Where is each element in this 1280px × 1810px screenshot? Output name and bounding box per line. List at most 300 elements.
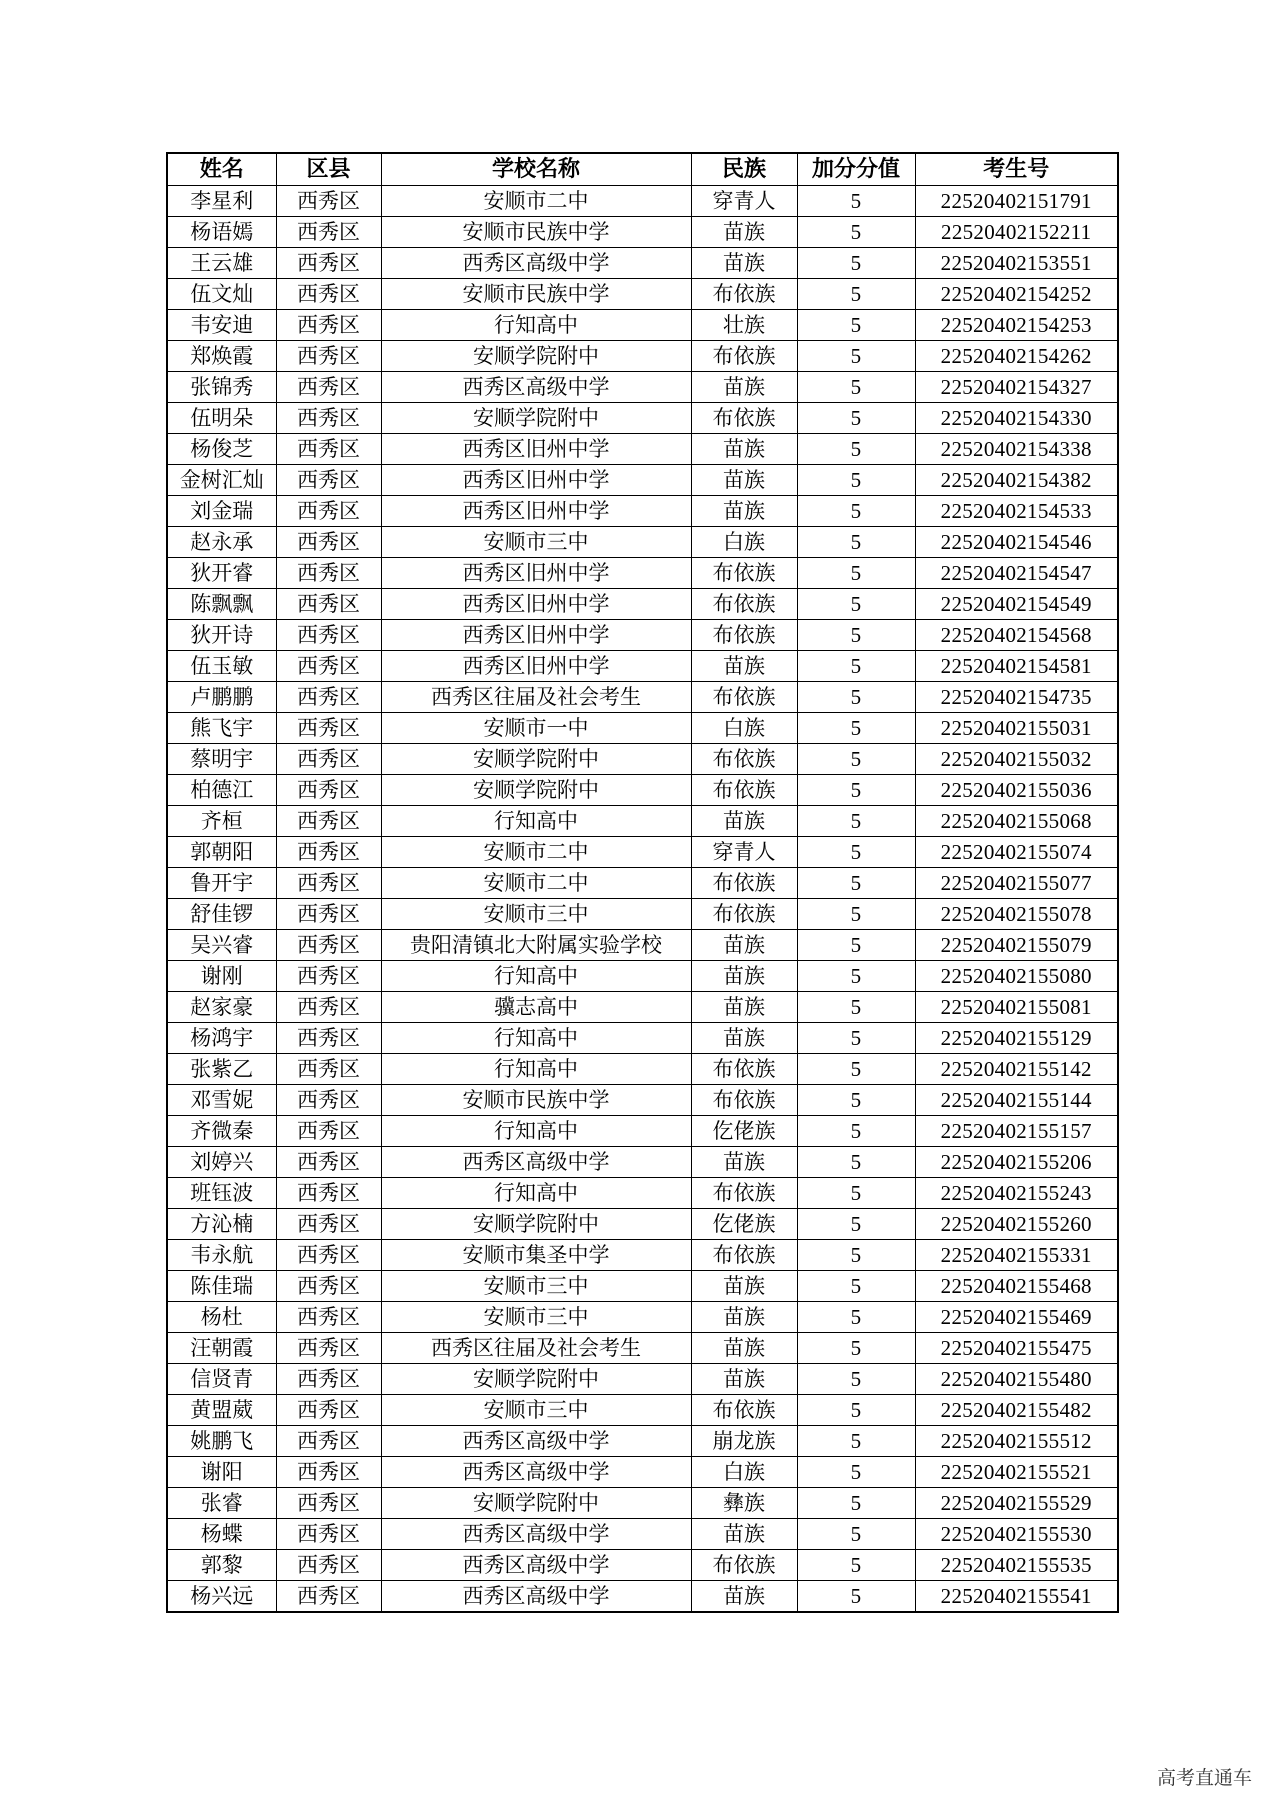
table-row [167, 310, 1118, 341]
cell-county: 西秀区 [276, 1581, 381, 1613]
table-row [167, 527, 1118, 558]
cell-name: 方沁楠 [167, 1209, 276, 1240]
cell-county: 西秀区 [276, 1085, 381, 1116]
cell-county: 西秀区 [276, 837, 381, 868]
table-row [167, 620, 1118, 651]
cell-school: 行知高中 [381, 961, 691, 992]
table-row [167, 372, 1118, 403]
cell-county: 西秀区 [276, 930, 381, 961]
cell-ethnicity: 白族 [691, 527, 797, 558]
cell-county: 西秀区 [276, 806, 381, 837]
cell-bonus: 5 [797, 1116, 915, 1147]
cell-exam-id: 22520402154581 [915, 651, 1118, 682]
column-header-school: 学校名称 [381, 153, 691, 186]
cell-bonus: 5 [797, 1364, 915, 1395]
cell-bonus: 5 [797, 837, 915, 868]
cell-ethnicity: 仡佬族 [691, 1116, 797, 1147]
cell-county: 西秀区 [276, 992, 381, 1023]
cell-exam-id: 22520402155468 [915, 1271, 1118, 1302]
cell-school: 安顺市三中 [381, 899, 691, 930]
cell-county: 西秀区 [276, 1302, 381, 1333]
cell-ethnicity: 仡佬族 [691, 1209, 797, 1240]
cell-bonus: 5 [797, 961, 915, 992]
cell-school: 西秀区旧州中学 [381, 589, 691, 620]
table-row [167, 682, 1118, 713]
table-row [167, 1302, 1118, 1333]
cell-bonus: 5 [797, 806, 915, 837]
cell-exam-id: 22520402155475 [915, 1333, 1118, 1364]
cell-ethnicity: 苗族 [691, 1023, 797, 1054]
table-row [167, 434, 1118, 465]
cell-ethnicity: 白族 [691, 713, 797, 744]
cell-bonus: 5 [797, 341, 915, 372]
cell-bonus: 5 [797, 868, 915, 899]
cell-county: 西秀区 [276, 186, 381, 217]
cell-county: 西秀区 [276, 1364, 381, 1395]
cell-ethnicity: 苗族 [691, 992, 797, 1023]
cell-exam-id: 22520402155480 [915, 1364, 1118, 1395]
cell-county: 西秀区 [276, 1426, 381, 1457]
score-bonus-table [166, 152, 1119, 1613]
table-row [167, 1116, 1118, 1147]
cell-name: 伍玉敏 [167, 651, 276, 682]
cell-school: 贵阳清镇北大附属实验学校 [381, 930, 691, 961]
cell-exam-id: 22520402154253 [915, 310, 1118, 341]
cell-county: 西秀区 [276, 1023, 381, 1054]
cell-exam-id: 22520402155036 [915, 775, 1118, 806]
cell-exam-id: 22520402155243 [915, 1178, 1118, 1209]
table-row [167, 217, 1118, 248]
cell-ethnicity: 苗族 [691, 1519, 797, 1550]
cell-ethnicity: 穿青人 [691, 837, 797, 868]
cell-bonus: 5 [797, 527, 915, 558]
table-row [167, 279, 1118, 310]
cell-bonus: 5 [797, 1178, 915, 1209]
cell-name: 齐桓 [167, 806, 276, 837]
cell-name: 杨语嫣 [167, 217, 276, 248]
cell-bonus: 5 [797, 1519, 915, 1550]
cell-name: 王云雄 [167, 248, 276, 279]
cell-bonus: 5 [797, 403, 915, 434]
cell-bonus: 5 [797, 1271, 915, 1302]
cell-county: 西秀区 [276, 217, 381, 248]
table-row [167, 1178, 1118, 1209]
cell-exam-id: 22520402155529 [915, 1488, 1118, 1519]
column-header-ethnicity: 民族 [691, 153, 797, 186]
cell-name: 伍文灿 [167, 279, 276, 310]
cell-county: 西秀区 [276, 775, 381, 806]
cell-exam-id: 22520402152211 [915, 217, 1118, 248]
cell-bonus: 5 [797, 682, 915, 713]
column-header-name: 姓名 [167, 153, 276, 186]
cell-school: 安顺学院附中 [381, 341, 691, 372]
cell-county: 西秀区 [276, 1209, 381, 1240]
table-row [167, 837, 1118, 868]
cell-ethnicity: 苗族 [691, 1271, 797, 1302]
cell-county: 西秀区 [276, 1519, 381, 1550]
cell-bonus: 5 [797, 1457, 915, 1488]
cell-county: 西秀区 [276, 899, 381, 930]
cell-exam-id: 22520402155074 [915, 837, 1118, 868]
cell-exam-id: 22520402155206 [915, 1147, 1118, 1178]
cell-bonus: 5 [797, 186, 915, 217]
table-row [167, 248, 1118, 279]
cell-exam-id: 22520402155068 [915, 806, 1118, 837]
table-row [167, 1085, 1118, 1116]
cell-ethnicity: 布依族 [691, 589, 797, 620]
cell-school: 西秀区往届及社会考生 [381, 682, 691, 713]
cell-name: 韦永航 [167, 1240, 276, 1271]
cell-exam-id: 22520402154252 [915, 279, 1118, 310]
cell-name: 赵永承 [167, 527, 276, 558]
cell-county: 西秀区 [276, 1271, 381, 1302]
cell-exam-id: 22520402151791 [915, 186, 1118, 217]
cell-ethnicity: 苗族 [691, 217, 797, 248]
cell-ethnicity: 苗族 [691, 961, 797, 992]
cell-school: 行知高中 [381, 310, 691, 341]
cell-school: 西秀区高级中学 [381, 1147, 691, 1178]
cell-bonus: 5 [797, 217, 915, 248]
cell-exam-id: 22520402155482 [915, 1395, 1118, 1426]
cell-county: 西秀区 [276, 558, 381, 589]
cell-county: 西秀区 [276, 1116, 381, 1147]
table-header-row [167, 153, 1118, 186]
cell-school: 安顺学院附中 [381, 1364, 691, 1395]
cell-name: 韦安迪 [167, 310, 276, 341]
cell-school: 西秀区高级中学 [381, 1581, 691, 1613]
cell-name: 陈佳瑞 [167, 1271, 276, 1302]
cell-name: 杨兴远 [167, 1581, 276, 1613]
cell-bonus: 5 [797, 1333, 915, 1364]
cell-county: 西秀区 [276, 372, 381, 403]
cell-name: 陈飘飘 [167, 589, 276, 620]
cell-ethnicity: 崩龙族 [691, 1426, 797, 1457]
cell-bonus: 5 [797, 713, 915, 744]
cell-school: 安顺学院附中 [381, 775, 691, 806]
cell-name: 赵家豪 [167, 992, 276, 1023]
table-row [167, 1488, 1118, 1519]
cell-ethnicity: 彝族 [691, 1488, 797, 1519]
cell-bonus: 5 [797, 1488, 915, 1519]
cell-ethnicity: 苗族 [691, 372, 797, 403]
cell-school: 安顺市三中 [381, 527, 691, 558]
table-row [167, 744, 1118, 775]
cell-bonus: 5 [797, 899, 915, 930]
cell-ethnicity: 布依族 [691, 744, 797, 775]
cell-name: 熊飞宇 [167, 713, 276, 744]
cell-bonus: 5 [797, 651, 915, 682]
cell-school: 安顺学院附中 [381, 1488, 691, 1519]
table-row [167, 1240, 1118, 1271]
cell-bonus: 5 [797, 248, 915, 279]
cell-exam-id: 22520402155521 [915, 1457, 1118, 1488]
cell-bonus: 5 [797, 279, 915, 310]
cell-county: 西秀区 [276, 434, 381, 465]
cell-name: 张睿 [167, 1488, 276, 1519]
cell-county: 西秀区 [276, 713, 381, 744]
cell-ethnicity: 布依族 [691, 1240, 797, 1271]
cell-school: 西秀区旧州中学 [381, 496, 691, 527]
cell-school: 西秀区高级中学 [381, 248, 691, 279]
cell-county: 西秀区 [276, 682, 381, 713]
cell-bonus: 5 [797, 1581, 915, 1613]
cell-school: 西秀区高级中学 [381, 1550, 691, 1581]
cell-exam-id: 22520402155260 [915, 1209, 1118, 1240]
cell-ethnicity: 布依族 [691, 1054, 797, 1085]
cell-exam-id: 22520402155331 [915, 1240, 1118, 1271]
column-header-exam-id: 考生号 [915, 153, 1118, 186]
cell-ethnicity: 苗族 [691, 1333, 797, 1364]
cell-bonus: 5 [797, 310, 915, 341]
cell-school: 西秀区高级中学 [381, 1457, 691, 1488]
cell-county: 西秀区 [276, 341, 381, 372]
cell-school: 西秀区旧州中学 [381, 465, 691, 496]
table-row [167, 465, 1118, 496]
cell-school: 西秀区高级中学 [381, 372, 691, 403]
cell-name: 邓雪妮 [167, 1085, 276, 1116]
cell-county: 西秀区 [276, 868, 381, 899]
cell-county: 西秀区 [276, 1054, 381, 1085]
cell-name: 杨蝶 [167, 1519, 276, 1550]
cell-school: 安顺市三中 [381, 1395, 691, 1426]
cell-ethnicity: 布依族 [691, 558, 797, 589]
cell-bonus: 5 [797, 1395, 915, 1426]
cell-exam-id: 22520402155535 [915, 1550, 1118, 1581]
cell-bonus: 5 [797, 930, 915, 961]
table-row [167, 806, 1118, 837]
cell-school: 西秀区高级中学 [381, 1426, 691, 1457]
cell-school: 西秀区高级中学 [381, 1519, 691, 1550]
cell-school: 安顺学院附中 [381, 1209, 691, 1240]
cell-bonus: 5 [797, 372, 915, 403]
cell-school: 安顺市民族中学 [381, 217, 691, 248]
cell-bonus: 5 [797, 496, 915, 527]
cell-school: 行知高中 [381, 1116, 691, 1147]
cell-county: 西秀区 [276, 1457, 381, 1488]
cell-county: 西秀区 [276, 1240, 381, 1271]
cell-name: 鲁开宇 [167, 868, 276, 899]
cell-ethnicity: 白族 [691, 1457, 797, 1488]
cell-school: 安顺市民族中学 [381, 1085, 691, 1116]
cell-school: 安顺市二中 [381, 837, 691, 868]
table-row [167, 1364, 1118, 1395]
cell-name: 郭朝阳 [167, 837, 276, 868]
cell-bonus: 5 [797, 589, 915, 620]
cell-school: 西秀区旧州中学 [381, 620, 691, 651]
cell-ethnicity: 苗族 [691, 651, 797, 682]
cell-bonus: 5 [797, 1302, 915, 1333]
cell-exam-id: 22520402154549 [915, 589, 1118, 620]
cell-ethnicity: 布依族 [691, 682, 797, 713]
cell-bonus: 5 [797, 1147, 915, 1178]
cell-name: 谢刚 [167, 961, 276, 992]
cell-bonus: 5 [797, 744, 915, 775]
cell-county: 西秀区 [276, 1550, 381, 1581]
cell-bonus: 5 [797, 1426, 915, 1457]
cell-ethnicity: 布依族 [691, 1178, 797, 1209]
cell-school: 安顺市二中 [381, 186, 691, 217]
cell-county: 西秀区 [276, 620, 381, 651]
table-row [167, 1023, 1118, 1054]
cell-ethnicity: 苗族 [691, 930, 797, 961]
table-row [167, 775, 1118, 806]
table-row [167, 589, 1118, 620]
table-body [167, 186, 1118, 1613]
cell-school: 安顺市集圣中学 [381, 1240, 691, 1271]
cell-exam-id: 22520402154568 [915, 620, 1118, 651]
cell-name: 郭黎 [167, 1550, 276, 1581]
cell-name: 李星利 [167, 186, 276, 217]
cell-school: 西秀区旧州中学 [381, 558, 691, 589]
cell-school: 行知高中 [381, 1178, 691, 1209]
cell-county: 西秀区 [276, 465, 381, 496]
column-header-bonus: 加分分值 [797, 153, 915, 186]
cell-exam-id: 22520402155129 [915, 1023, 1118, 1054]
cell-county: 西秀区 [276, 279, 381, 310]
cell-school: 西秀区往届及社会考生 [381, 1333, 691, 1364]
cell-exam-id: 22520402153551 [915, 248, 1118, 279]
cell-bonus: 5 [797, 434, 915, 465]
cell-ethnicity: 布依族 [691, 868, 797, 899]
cell-exam-id: 22520402155144 [915, 1085, 1118, 1116]
cell-ethnicity: 穿青人 [691, 186, 797, 217]
cell-exam-id: 22520402155081 [915, 992, 1118, 1023]
cell-exam-id: 22520402155078 [915, 899, 1118, 930]
cell-name: 狄开诗 [167, 620, 276, 651]
cell-exam-id: 22520402154330 [915, 403, 1118, 434]
cell-ethnicity: 布依族 [691, 899, 797, 930]
cell-school: 安顺市民族中学 [381, 279, 691, 310]
cell-county: 西秀区 [276, 1147, 381, 1178]
cell-name: 黄盟葳 [167, 1395, 276, 1426]
cell-bonus: 5 [797, 558, 915, 589]
cell-ethnicity: 苗族 [691, 806, 797, 837]
cell-name: 张紫乙 [167, 1054, 276, 1085]
cell-county: 西秀区 [276, 496, 381, 527]
cell-school: 骥志高中 [381, 992, 691, 1023]
table-row [167, 1271, 1118, 1302]
cell-bonus: 5 [797, 1209, 915, 1240]
cell-name: 张锦秀 [167, 372, 276, 403]
cell-county: 西秀区 [276, 589, 381, 620]
cell-exam-id: 22520402154735 [915, 682, 1118, 713]
cell-ethnicity: 苗族 [691, 1302, 797, 1333]
table-row [167, 558, 1118, 589]
cell-school: 行知高中 [381, 1023, 691, 1054]
table-row [167, 341, 1118, 372]
cell-ethnicity: 布依族 [691, 620, 797, 651]
table-row [167, 1581, 1118, 1613]
table-row [167, 1550, 1118, 1581]
cell-bonus: 5 [797, 465, 915, 496]
table-row [167, 1054, 1118, 1085]
cell-exam-id: 22520402155512 [915, 1426, 1118, 1457]
table-row [167, 1209, 1118, 1240]
cell-school: 安顺市一中 [381, 713, 691, 744]
cell-exam-id: 22520402154546 [915, 527, 1118, 558]
cell-school: 安顺市二中 [381, 868, 691, 899]
table-row [167, 961, 1118, 992]
cell-exam-id: 22520402155079 [915, 930, 1118, 961]
cell-exam-id: 22520402155077 [915, 868, 1118, 899]
table-row [167, 1519, 1118, 1550]
cell-name: 班钰波 [167, 1178, 276, 1209]
cell-name: 刘婷兴 [167, 1147, 276, 1178]
cell-school: 西秀区旧州中学 [381, 434, 691, 465]
table-row [167, 992, 1118, 1023]
cell-exam-id: 22520402154327 [915, 372, 1118, 403]
cell-exam-id: 22520402154382 [915, 465, 1118, 496]
cell-bonus: 5 [797, 1023, 915, 1054]
cell-exam-id: 22520402155157 [915, 1116, 1118, 1147]
table-row [167, 899, 1118, 930]
cell-county: 西秀区 [276, 1395, 381, 1426]
cell-bonus: 5 [797, 775, 915, 806]
cell-county: 西秀区 [276, 744, 381, 775]
cell-exam-id: 22520402155541 [915, 1581, 1118, 1613]
cell-name: 齐微秦 [167, 1116, 276, 1147]
cell-ethnicity: 布依族 [691, 775, 797, 806]
cell-bonus: 5 [797, 1085, 915, 1116]
cell-name: 柏德江 [167, 775, 276, 806]
cell-county: 西秀区 [276, 1488, 381, 1519]
cell-name: 吴兴睿 [167, 930, 276, 961]
cell-county: 西秀区 [276, 1178, 381, 1209]
cell-bonus: 5 [797, 1054, 915, 1085]
cell-exam-id: 22520402154547 [915, 558, 1118, 589]
cell-bonus: 5 [797, 1550, 915, 1581]
cell-ethnicity: 苗族 [691, 1581, 797, 1613]
cell-county: 西秀区 [276, 1333, 381, 1364]
cell-ethnicity: 布依族 [691, 279, 797, 310]
cell-county: 西秀区 [276, 248, 381, 279]
cell-ethnicity: 苗族 [691, 248, 797, 279]
table-row [167, 1147, 1118, 1178]
table-row [167, 651, 1118, 682]
watermark-text: 高考直通车 [1156, 1767, 1252, 1789]
cell-county: 西秀区 [276, 310, 381, 341]
cell-ethnicity: 布依族 [691, 1085, 797, 1116]
cell-exam-id: 22520402155080 [915, 961, 1118, 992]
table-row [167, 1457, 1118, 1488]
cell-school: 行知高中 [381, 1054, 691, 1085]
cell-name: 伍明朵 [167, 403, 276, 434]
cell-ethnicity: 布依族 [691, 1395, 797, 1426]
cell-ethnicity: 壮族 [691, 310, 797, 341]
cell-school: 安顺市三中 [381, 1271, 691, 1302]
column-header-county: 区县 [276, 153, 381, 186]
cell-exam-id: 22520402154262 [915, 341, 1118, 372]
cell-ethnicity: 苗族 [691, 465, 797, 496]
cell-county: 西秀区 [276, 651, 381, 682]
cell-name: 郑焕霞 [167, 341, 276, 372]
cell-school: 行知高中 [381, 806, 691, 837]
cell-ethnicity: 苗族 [691, 496, 797, 527]
cell-bonus: 5 [797, 1240, 915, 1271]
cell-name: 汪朝霞 [167, 1333, 276, 1364]
table-row [167, 868, 1118, 899]
table-row [167, 930, 1118, 961]
cell-county: 西秀区 [276, 527, 381, 558]
cell-name: 姚鹏飞 [167, 1426, 276, 1457]
cell-name: 信贤青 [167, 1364, 276, 1395]
cell-name: 蔡明宇 [167, 744, 276, 775]
cell-ethnicity: 布依族 [691, 403, 797, 434]
cell-ethnicity: 苗族 [691, 434, 797, 465]
cell-bonus: 5 [797, 992, 915, 1023]
cell-name: 金树汇灿 [167, 465, 276, 496]
cell-school: 安顺市三中 [381, 1302, 691, 1333]
